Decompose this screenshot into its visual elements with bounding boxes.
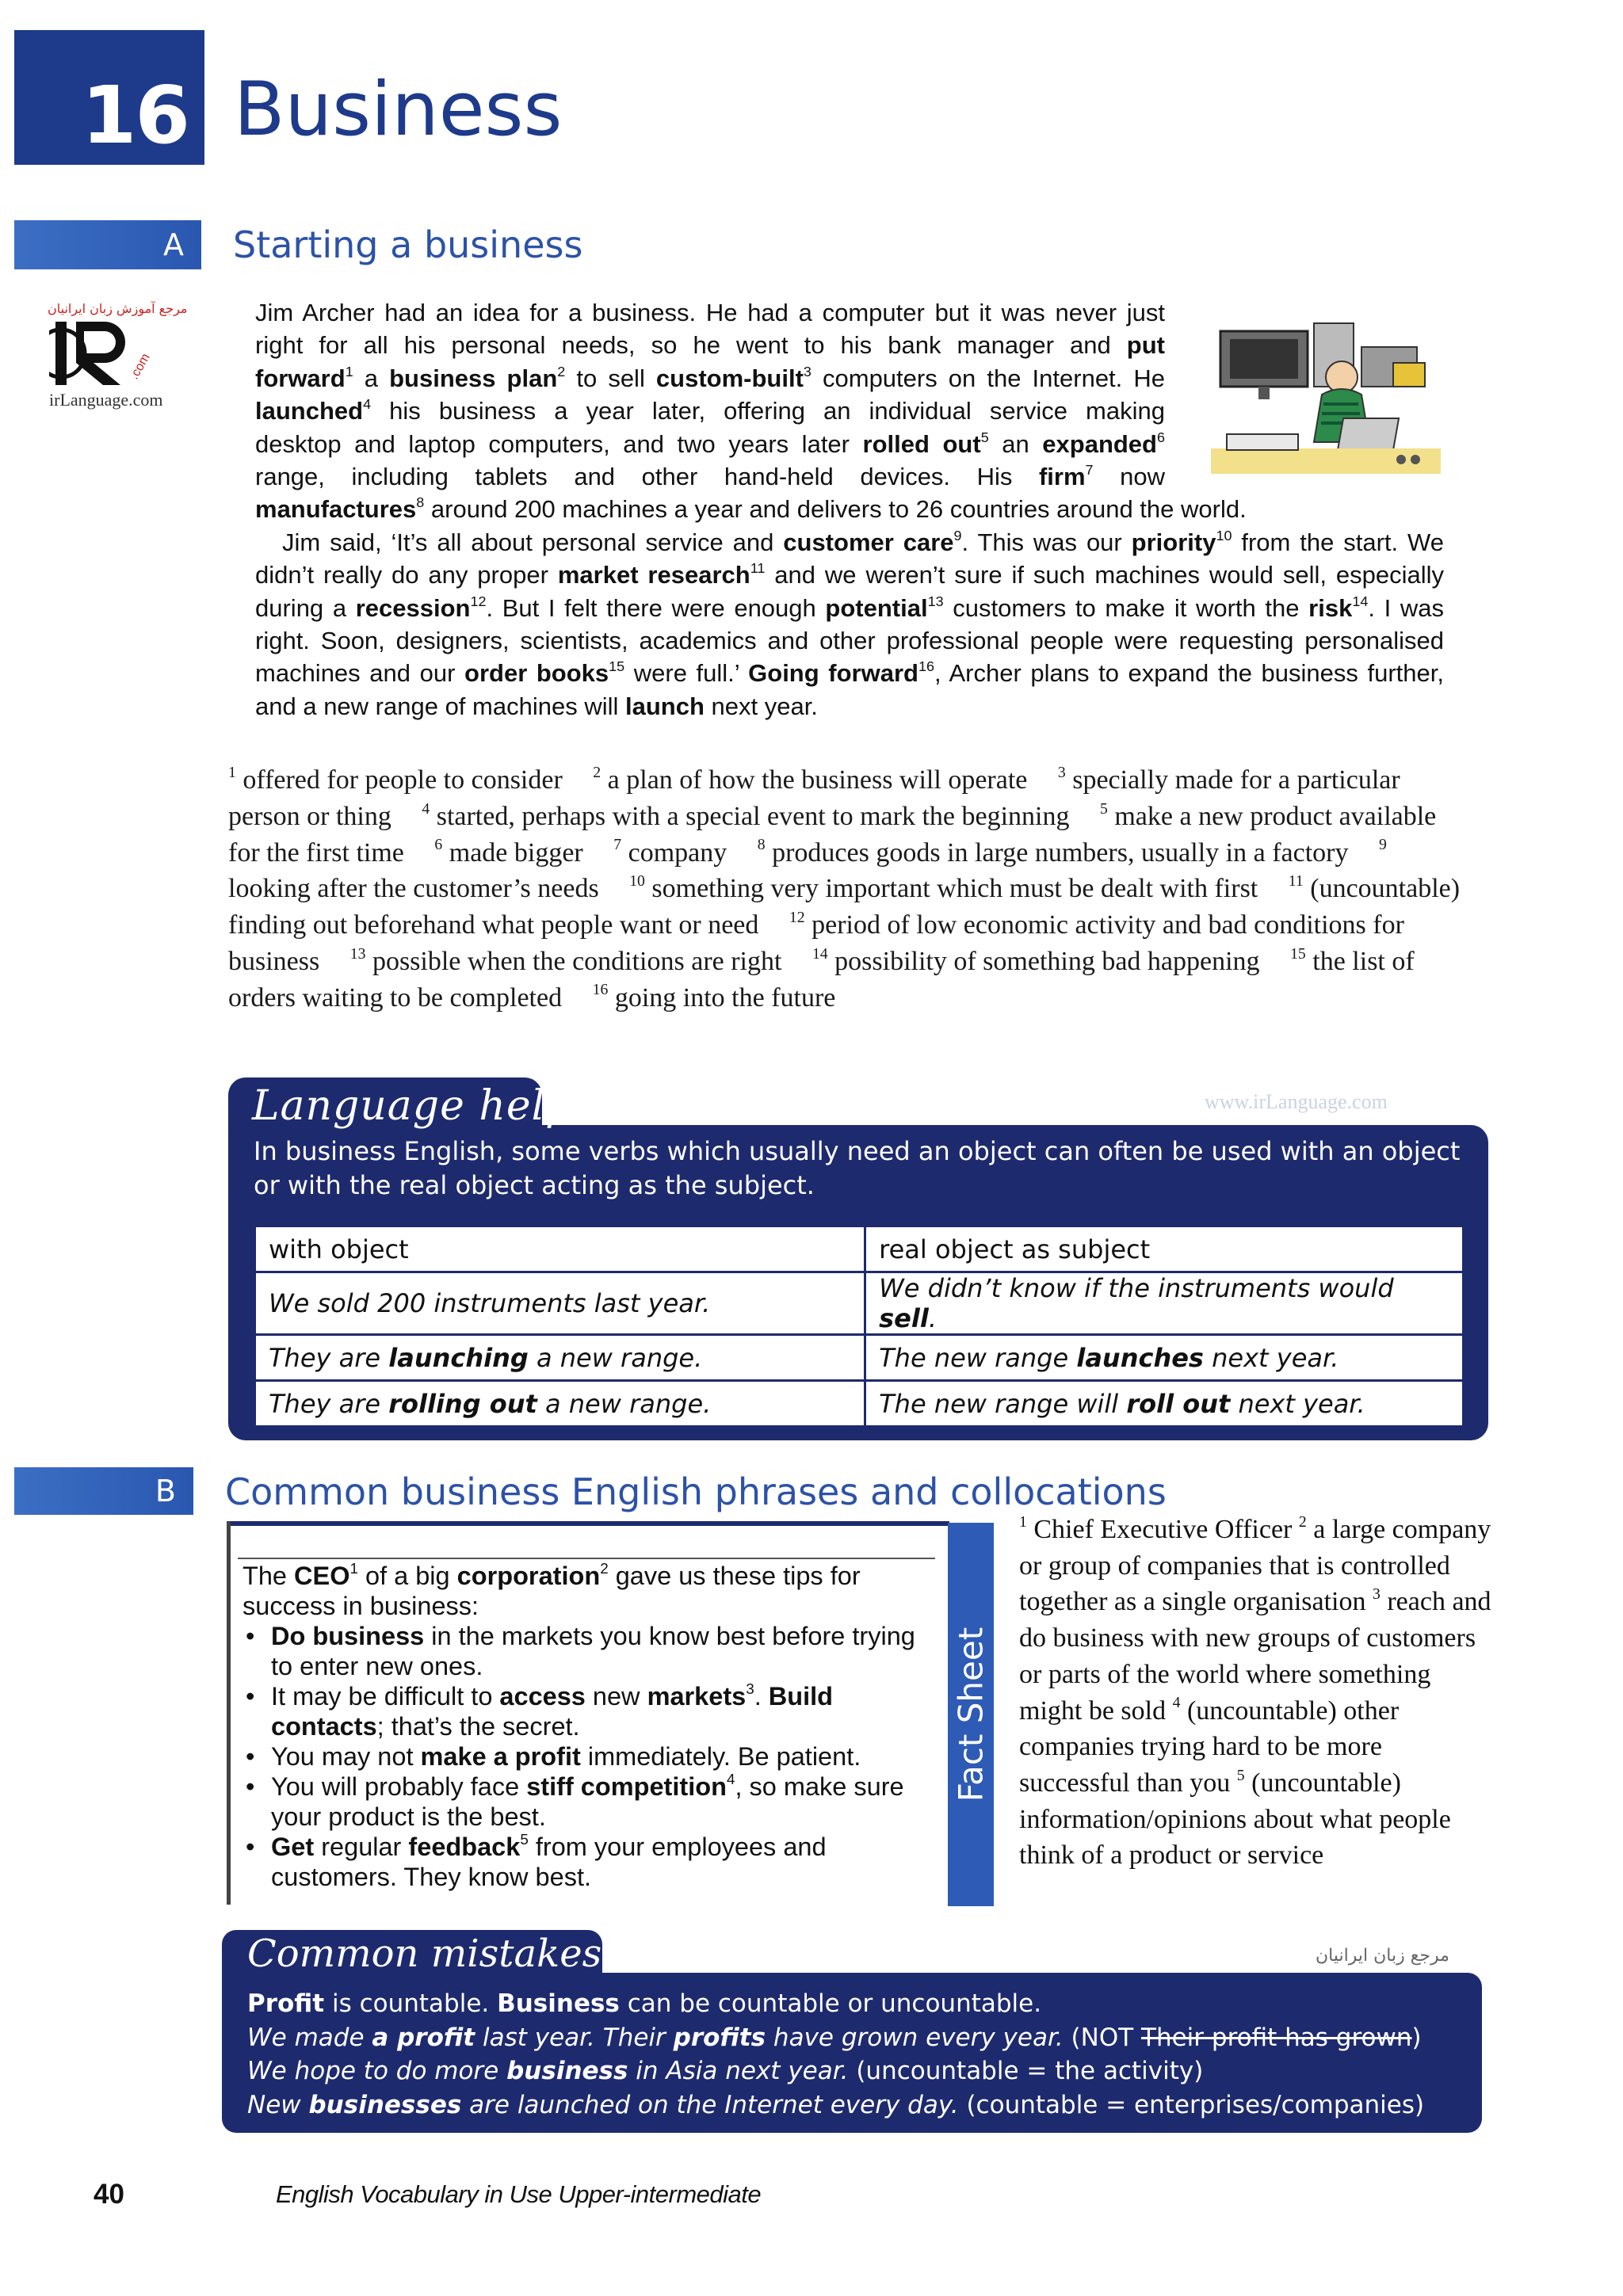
logo-top-text: مرجع آموزش زبان ایرانیان [48, 301, 188, 316]
tip-item [242, 1621, 940, 1681]
key-term: CEO [294, 1562, 350, 1590]
example-text: We hope to do more [247, 2057, 507, 2085]
glossary-entry [228, 765, 563, 795]
footnote-marker: 2 [600, 1560, 609, 1577]
footnote-marker: 2 [557, 363, 566, 379]
tip-item [242, 1741, 940, 1772]
glossary-entry [593, 983, 836, 1013]
key-term: order books [464, 659, 609, 688]
paragraph-line [255, 329, 1165, 361]
tip-item [242, 1681, 940, 1741]
bold-italic-term: profits [673, 2023, 766, 2052]
section-b-title: Common business English phrases and collocations [225, 1470, 1167, 1513]
paragraph-line [255, 296, 1165, 329]
text-run: It may be difficult to [271, 1682, 500, 1711]
glossary-number: 3 [1057, 763, 1066, 781]
footnote-marker: 8 [416, 494, 425, 511]
text-run: new [585, 1682, 647, 1711]
key-term: rolling out [388, 1388, 537, 1419]
language-help-label: Language help [252, 1082, 573, 1130]
footnote-marker: 12 [470, 593, 487, 609]
mistake-line [247, 2021, 1468, 2055]
section-b-bar [14, 1467, 193, 1515]
footnote-marker: 7 [1085, 461, 1094, 478]
footnote-marker: 3 [746, 1680, 754, 1698]
text-run: a new range. [528, 1342, 703, 1373]
key-term: make a profit [420, 1742, 581, 1771]
text-run: now [1093, 463, 1165, 491]
text-run: an [988, 429, 1043, 458]
glossary-definition: produces goods in large numbers, usually in a factory [765, 837, 1349, 868]
text-run: They are [269, 1342, 389, 1373]
glossary-number: 4 [422, 799, 430, 818]
footnote-marker: 5 [520, 1831, 529, 1848]
example-text: in Asia next year. [628, 2057, 849, 2085]
glossary-definition: possibility of something bad happening [827, 946, 1260, 976]
table-row [255, 1272, 1464, 1335]
irlanguage-logo [49, 317, 176, 390]
glossary-entry [593, 765, 1027, 795]
key-term: custom-built [655, 364, 804, 392]
bold-italic-term: businesses [308, 2090, 462, 2119]
footnote-marker: 5 [980, 429, 989, 445]
glossary-entry [629, 874, 1258, 903]
key-term: expanded [1042, 429, 1157, 458]
glossary-definition: (uncountable) other companies trying hard to be more successful than you [1019, 1695, 1400, 1798]
fact-sheet-left-border [227, 1521, 231, 1905]
table-header-real-object: real object as subject [865, 1226, 1464, 1272]
paragraph-line [255, 428, 1165, 460]
table-header-with-object: with object [255, 1226, 865, 1272]
section-b-letter: B [155, 1474, 176, 1508]
key-term: launched [255, 397, 364, 425]
glossary-number: 8 [757, 836, 766, 854]
glossary-number: 6 [434, 836, 443, 854]
glossary-definition: specially made for a particular person or thing [228, 765, 1400, 831]
glossary-number: 1 [228, 763, 236, 781]
tip-item [242, 1772, 940, 1832]
footnote-marker: 1 [345, 363, 353, 379]
key-term: feedback [408, 1833, 521, 1861]
common-mistakes-text [247, 1987, 1468, 2122]
text-run: of a big [357, 1562, 457, 1590]
glossary-definition: the list of orders waiting to be completed [228, 946, 1415, 1013]
example-text: are launched on the Internet every day. [461, 2090, 959, 2119]
text-run: and we weren’t sure if such machines would sell, especially during a [255, 561, 1444, 622]
text-run: were full.’ [624, 659, 749, 688]
text-run: , so make sure your product is the best. [271, 1772, 904, 1831]
paragraph-line [255, 460, 1165, 493]
logo-site: irLanguage.com [49, 390, 163, 410]
key-term: launching [388, 1342, 529, 1373]
footnote-marker: 1 [349, 1560, 358, 1577]
text-run: his business a year later, offering an individual service making [371, 397, 1165, 425]
glossary-entry [1019, 1512, 1293, 1544]
key-term: Profit [247, 1989, 325, 2018]
tip-item [242, 1832, 940, 1892]
text-run: computers on the Internet. He [811, 364, 1165, 392]
table-cell [255, 1272, 865, 1335]
text-run: from your employees and customers. They know best. [271, 1833, 827, 1891]
table-cell [865, 1272, 1464, 1335]
text-run: customers to make it worth the [943, 593, 1309, 622]
glossary-entry [758, 838, 1349, 868]
unit-title: Business [234, 67, 563, 153]
fact-sheet-top-border [227, 1521, 949, 1526]
text-run: immediately. Be patient. [580, 1742, 861, 1771]
book-title: English Vocabulary in Use Upper-intermediate [276, 2180, 762, 2208]
footnote-marker: 6 [1157, 429, 1165, 445]
table-cell [865, 1335, 1464, 1381]
text-run: from the start. We didn’t really do any proper [255, 528, 1444, 589]
glossary-number: 7 [613, 836, 622, 854]
glossary-definition: reach and do business with new groups of customers or parts of the world where something might be sold [1019, 1587, 1491, 1726]
text-run: (countable = enterprises/companies) [958, 2090, 1425, 2119]
text-run: . But I felt there were enough [486, 593, 826, 622]
text-run: right for all his personal needs, so he went to his bank manager and [255, 331, 1127, 360]
text-run: The [242, 1562, 295, 1590]
text-run: ; that’s the secret. [376, 1712, 580, 1741]
glossary-definition: looking after the customer’s needs [228, 874, 599, 904]
text-run: You will probably face [271, 1772, 527, 1801]
glossary-number: 14 [812, 944, 828, 963]
text-run: desktop and laptop computers, and two years later [255, 429, 863, 458]
section-a-letter: A [163, 227, 184, 262]
section-a-paragraph-1 [255, 296, 1444, 526]
key-term: firm [1038, 463, 1086, 491]
text-run: You may not [271, 1742, 421, 1771]
key-term: Business [497, 1989, 620, 2018]
glossary-entry [422, 799, 1070, 831]
glossary-definition: offered for people to consider [235, 765, 563, 795]
svg-text:.com: .com [127, 351, 153, 382]
language-help-table [254, 1225, 1465, 1428]
glossary-definition: a large company or group of companies that is controlled together as a single organisation [1019, 1515, 1491, 1617]
text-run: We didn’t know if the instruments would [879, 1273, 1394, 1303]
mistake-line [247, 1987, 1468, 2021]
text-run: Jim Archer had an idea for a business. He had a computer but it was never just [255, 299, 1165, 326]
glossary-number: 16 [592, 981, 609, 999]
key-term: sell [879, 1303, 929, 1333]
glossary-definition: started, perhaps with a special event to mark the beginning [430, 801, 1070, 831]
text-run: next year. [1203, 1342, 1339, 1373]
key-term: markets [647, 1682, 747, 1711]
bold-italic-term: a profit [372, 2023, 475, 2052]
key-term: Going forward [748, 659, 918, 688]
glossary-number: 2 [593, 763, 601, 781]
glossary-number: 9 [1378, 836, 1387, 854]
text-run: They are [269, 1388, 389, 1419]
table-row [255, 1381, 1464, 1427]
text-run: around 200 machines a year and delivers to 26 countries around the world. [424, 495, 1247, 524]
fact-sheet-tips [242, 1621, 940, 1892]
example-text: New [247, 2090, 309, 2119]
text-run: . I was right. Soon, designers, scientists, academics and other professional people were requesting personalised machines and our [255, 593, 1444, 688]
text-run: ) [1411, 2023, 1422, 2052]
text-run: in the markets you know best before trying to enter new ones. [271, 1622, 915, 1680]
section-a-bar [14, 220, 201, 269]
glossary-number: 12 [789, 908, 805, 926]
common-mistakes-label: Common mistakes [247, 1932, 602, 1976]
glossary-number: 3 [1372, 1585, 1381, 1604]
key-term: put [1126, 331, 1165, 360]
footnote-marker: 11 [750, 560, 766, 577]
text-run: gave us these tips for success in business: [242, 1562, 861, 1620]
glossary-definition: possible when the conditions are right [365, 946, 782, 976]
bold-italic-term: business [506, 2057, 628, 2085]
section-a-title: Starting a business [233, 223, 583, 266]
key-term: customer care [783, 528, 954, 556]
glossary-entry [349, 944, 782, 976]
example-text: We made [247, 2023, 372, 2052]
glossary-definition: made bigger [442, 837, 583, 868]
example-text: have grown every year. [766, 2023, 1064, 2052]
section-a-glossary [228, 762, 1472, 1016]
text-run: (uncountable = the activity) [848, 2057, 1204, 2085]
paragraph-line [255, 395, 1165, 427]
text-run: can be countable or uncountable. [619, 1989, 1042, 2018]
key-term: business plan [389, 364, 558, 392]
text-run: , Archer plans to expand the business further, and a new range of machines will [255, 659, 1444, 720]
table-cell [255, 1335, 865, 1381]
glossary-number: 1 [1019, 1512, 1027, 1531]
text-run: a [353, 364, 390, 392]
language-help-intro: In business English, some verbs which usually need an object can often be used with an object or with the real object acting as the subject. [254, 1136, 1461, 1200]
glossary-definition: a plan of how the business will operate [601, 765, 1028, 795]
glossary-number: 2 [1298, 1512, 1307, 1531]
text-run: We sold 200 instruments last year. [269, 1288, 711, 1318]
glossary-number: 13 [349, 944, 366, 963]
text-run: The new range will [879, 1388, 1127, 1419]
footnote-marker: 3 [803, 363, 812, 379]
glossary-number: 10 [629, 872, 645, 891]
key-term: market research [557, 561, 750, 589]
paragraph-line [255, 362, 1165, 395]
glossary-definition: going into the future [608, 982, 836, 1013]
text-run: (NOT [1063, 2023, 1142, 2052]
key-term: access [499, 1682, 586, 1711]
paragraph-line [255, 495, 1247, 523]
glossary-number: 11 [1288, 872, 1304, 891]
text-run: Jim said, ‘It’s all about personal service and [282, 528, 784, 556]
page-number: 40 [94, 2179, 124, 2210]
text-run: is countable. [324, 1989, 498, 2018]
key-term: priority [1131, 528, 1216, 556]
glossary-number: 5 [1099, 799, 1108, 818]
glossary-number: 5 [1236, 1766, 1245, 1784]
key-term: stiff competition [526, 1772, 727, 1801]
fact-sheet-intro [242, 1561, 940, 1621]
glossary-definition: (uncountable) information/opinions about what people think of a product or service [1019, 1768, 1451, 1871]
glossary-definition: make a new product available for the first time [228, 801, 1437, 868]
text-run: to sell [565, 364, 656, 392]
footnote-marker: 16 [918, 658, 934, 675]
key-term: manufactures [255, 495, 417, 524]
text-run: . [928, 1303, 937, 1333]
key-term: recession [355, 593, 471, 622]
text-run: . [754, 1682, 769, 1711]
text-run: range, including tablets and other hand-held devices. His [255, 463, 1039, 491]
table-cell [865, 1381, 1464, 1427]
text-run: The new range [879, 1342, 1077, 1373]
key-term: corporation [456, 1562, 601, 1590]
key-term: rolled out [862, 429, 981, 458]
table-row [255, 1335, 1464, 1381]
glossary-definition: company [621, 837, 727, 868]
text-run: a new range. [537, 1388, 712, 1419]
section-a-paragraph-2 [255, 526, 1444, 723]
key-term: risk [1308, 593, 1353, 622]
fact-sheet-text [242, 1561, 940, 1892]
fact-sheet-side-band [948, 1523, 994, 1906]
text-run: . This was our [961, 528, 1132, 556]
section-b-glossary [1019, 1512, 1495, 1874]
glossary-entry [434, 838, 582, 868]
key-term: roll out [1126, 1388, 1231, 1419]
example-text: last year. Their [475, 2023, 674, 2052]
footnote-marker: 9 [953, 527, 962, 543]
key-term: Do business [271, 1622, 425, 1650]
key-term: Build contacts [271, 1682, 834, 1741]
watermark-url: www.irLanguage.com [1205, 1090, 1388, 1113]
key-term: forward [255, 364, 346, 392]
footnote-marker: 14 [1352, 593, 1369, 609]
footnote-marker: 4 [363, 396, 372, 413]
section-a-text [255, 296, 1444, 723]
mistake-line [247, 2088, 1468, 2122]
text-run: next year. [704, 692, 818, 720]
common-mistakes-watermark: مرجع زبان ایرانیان [1316, 1946, 1449, 1966]
glossary-number: 4 [1172, 1694, 1181, 1712]
fact-sheet-label: Fact Sheet [951, 1627, 991, 1802]
unit-number-box [14, 30, 204, 165]
glossary-number: 15 [1290, 944, 1306, 963]
footnote-marker: 15 [609, 658, 625, 675]
key-term: potential [825, 593, 928, 622]
mistake-line [247, 2054, 1468, 2088]
glossary-entry [613, 838, 727, 868]
table-cell [255, 1381, 865, 1427]
glossary-entry [812, 944, 1260, 976]
logo-site-text [49, 390, 163, 410]
text-run: next year. [1230, 1388, 1365, 1419]
glossary-definition: period of low economic activity and bad conditions for business [228, 910, 1404, 976]
text-run: regular [314, 1833, 409, 1861]
footnote-marker: 13 [927, 593, 944, 609]
key-term: Get [271, 1833, 315, 1861]
glossary-definition: something very important which must be dealt with first [644, 874, 1258, 904]
footnote-marker: 4 [726, 1771, 735, 1788]
struck-text: Their profit has grown [1141, 2023, 1412, 2052]
unit-number: 16 [81, 69, 189, 162]
key-term: launches [1076, 1342, 1204, 1373]
key-term: launch [624, 692, 705, 720]
glossary-definition: Chief Executive Officer [1026, 1515, 1293, 1544]
footnote-marker: 10 [1216, 527, 1232, 543]
fact-sheet-inner-rule [238, 1558, 935, 1559]
glossary-definition: (uncountable) finding out beforehand what people want or need [228, 874, 1461, 940]
